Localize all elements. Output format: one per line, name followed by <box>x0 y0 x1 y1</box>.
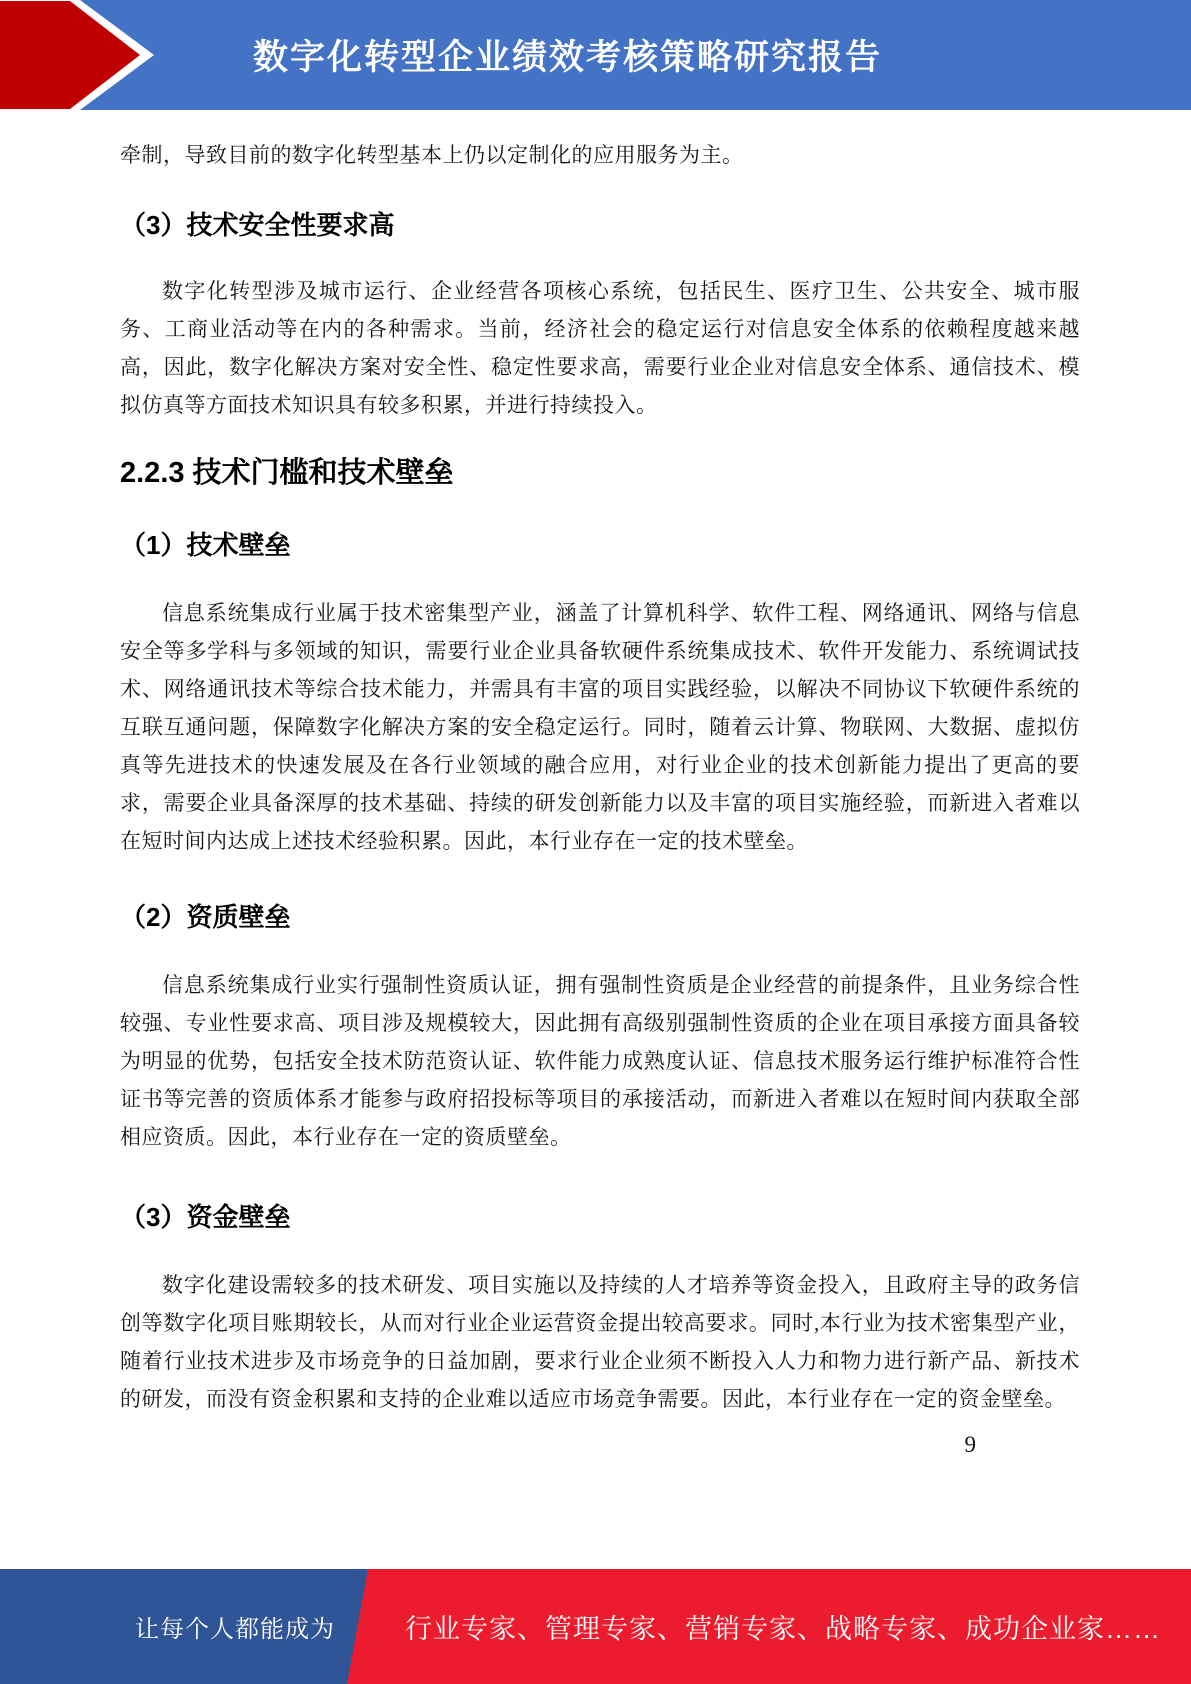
heading-tech-security: （3）技术安全性要求高 <box>120 210 395 240</box>
paragraph-carryover: 牵制，导致目前的数字化转型基本上仍以定制化的应用服务为主。 <box>120 143 744 167</box>
paragraph-tech-barrier: 信息系统集成行业属于技术密集型产业，涵盖了计算机科学、软件工程、网络通讯、网络与信息安全等多学科与多领域的知识，需要行业企业具备软硬件系统集成技术、软件开发能力、系统调试技术、网络通讯技术等综合技术能力，并需具有丰富的项目实践经验，以解决不同协议下软硬件系统的互联互通问题，保障数字化解决方案的安全稳定运行。同时，随着云计算、物联网、大数据、虚拟仿真等先进技术的快速发展及在各行业领域的融合应用，对行业企业的技术创新能力提出了更高的要求，需要企业具备深厚的技术基础、持续的研发创新能力以及丰富的项目实施经验，而新进入者难以在短时间内达成上述技术经验积累。因此，本行业存在一定的技术壁垒。 <box>120 601 1080 853</box>
heading-fund-barrier: （3）资金壁垒 <box>120 1202 291 1232</box>
document-body <box>120 110 1080 1418</box>
heading-section-223: 2.2.3 技术门槛和技术壁垒 <box>120 457 454 489</box>
page-title: 数字化转型企业绩效考核策略研究报告 <box>252 38 882 77</box>
chevron-arrow-fill <box>0 1 140 109</box>
paragraph-fund-barrier: 数字化建设需较多的技术研发、项目实施以及持续的人才培养等资金投入，且政府主导的政务信创等数字化项目账期较长，从而对行业企业运营资金提出较高要求。同时,本行业为技术密集型产业，随着行业技术进步及市场竞争的日益加剧，要求行业企业须不断投入人力和物力进行新产品、新技术的研发，而没有资金积累和支持的企业难以适应市场竞争需要。因此，本行业存在一定的资金壁垒。 <box>120 1273 1080 1411</box>
footer-banner <box>0 1569 1191 1684</box>
paragraph-qualification-barrier: 信息系统集成行业实行强制性资质认证，拥有强制性资质是企业经营的前提条件，且业务综合性较强、专业性要求高、项目涉及规模较大，因此拥有高级别强制性资质的企业在项目承接方面具备较为明显的优势，包括安全技术防范资认证、软件能力成熟度认证、信息技术服务运行维护标准符合性证书等完善的资质体系才能参与政府招投标等项目的承接活动，而新进入者难以在短时间内获取全部相应资质。因此，本行业存在一定的资质壁垒。 <box>120 973 1080 1149</box>
heading-qualification-barrier: （2）资质壁垒 <box>120 902 291 932</box>
page-number: 9 <box>964 1432 976 1457</box>
chevron-arrow-icon <box>0 0 160 110</box>
footer-slogan-right: 行业专家、管理专家、营销专家、战略专家、成功企业家…… <box>405 1614 1161 1644</box>
heading-tech-barrier: （1）技术壁垒 <box>120 530 291 560</box>
header-banner <box>0 0 1191 110</box>
paragraph-tech-security: 数字化转型涉及城市运行、企业经营各项核心系统，包括民生、医疗卫生、公共安全、城市服务、工商业活动等在内的各种需求。当前，经济社会的稳定运行对信息安全体系的依赖程度越来越高，因此，数字化解决方案对安全性、稳定性要求高，需要行业企业对信息安全体系、通信技术、模拟仿真等方面技术知识具有较多积累，并进行持续投入。 <box>120 279 1080 417</box>
footer-slogan-left: 让每个人都能成为 <box>135 1616 335 1643</box>
